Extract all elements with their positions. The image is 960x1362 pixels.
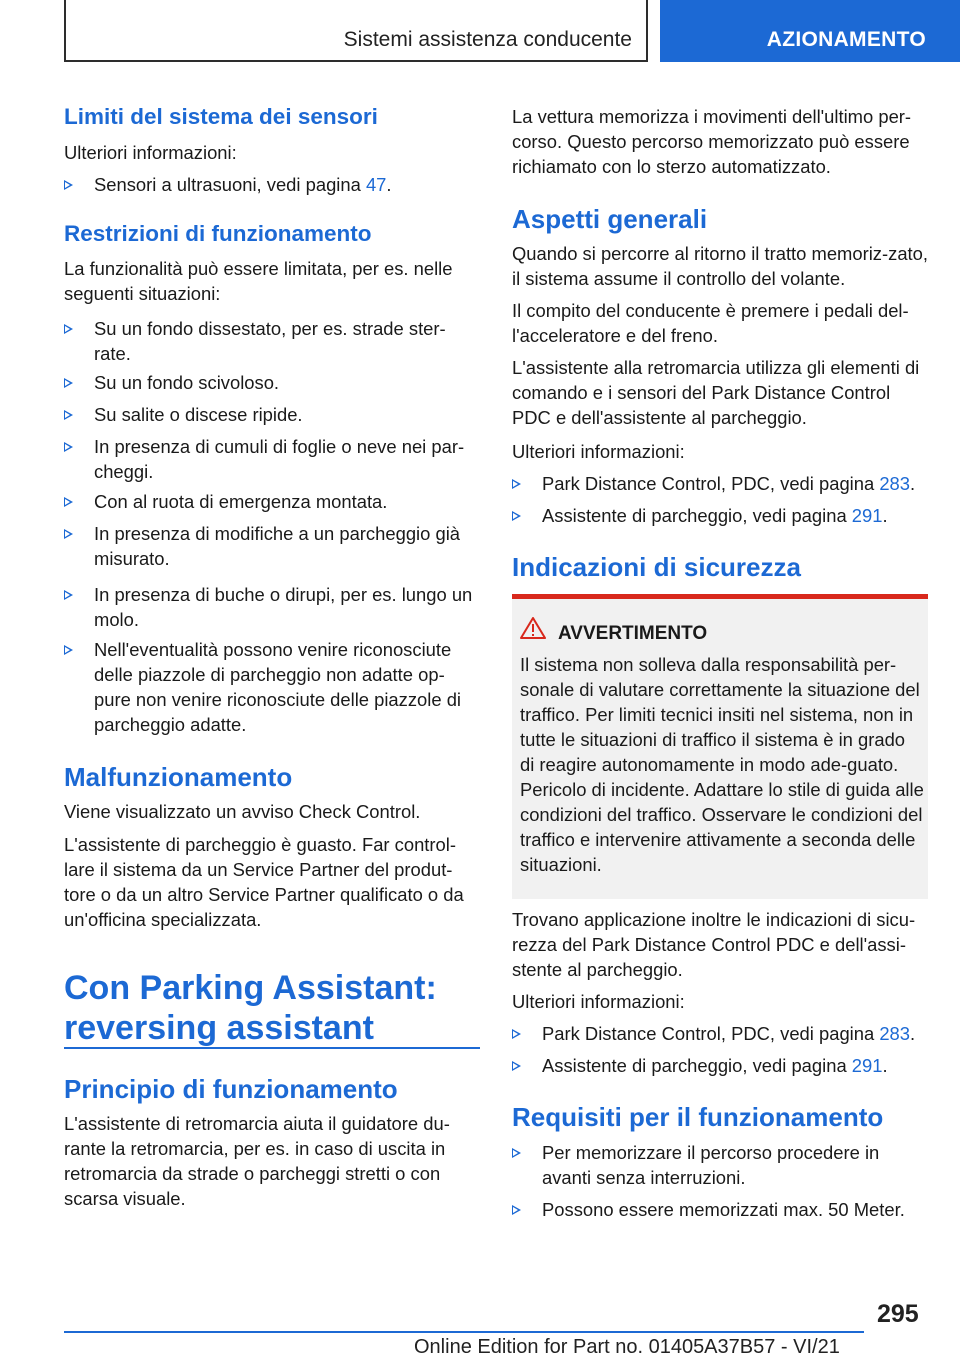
page-number: 295 <box>877 1300 919 1328</box>
list-item: Possono essere memorizzati max. 50 Meter. <box>512 1197 928 1222</box>
general-text-3: L'assistente alla retromarcia utilizza gli elementi di comando e i sensori del Park Distance Control PDC e dell'assistente al parcheggio. <box>512 357 920 428</box>
heading-principle: Principio di funzionamento <box>64 1074 398 1104</box>
malfunction-text-1: Viene visualizzato un avviso Check Control. <box>64 801 421 822</box>
bullet-triangle-icon <box>64 497 73 507</box>
chapter-tab[interactable] <box>660 0 960 62</box>
malfunction-text-2: L'assistente di parcheggio è guasto. Far control-lare il sistema da un Service Partner del produt-tore o da un altro Service Partner qualificato o da un'officina specializzata. <box>64 834 464 930</box>
bullet-triangle-icon <box>64 378 73 388</box>
chapter-title-line-1: Con Parking Assistant: <box>64 969 437 1007</box>
bullet-triangle-icon <box>512 1148 521 1158</box>
bullet-triangle-icon <box>512 511 521 521</box>
bullet-triangle-icon <box>64 442 73 452</box>
footer-divider <box>64 1331 864 1333</box>
list-item: Assistente di parcheggio, vedi pagina 291. <box>512 1053 928 1078</box>
list-item: In presenza di cumuli di foglie o neve nei par-cheggi. <box>64 434 480 484</box>
bullet-triangle-icon <box>64 529 73 539</box>
warning-triangle-icon <box>520 616 546 640</box>
chapter-title <box>64 968 480 1048</box>
bullet-triangle-icon <box>64 645 73 655</box>
bullet-triangle-icon <box>512 1061 521 1071</box>
list-item: Assistente di parcheggio, vedi pagina 291. <box>512 503 928 528</box>
page-link[interactable]: 47 <box>365 174 387 195</box>
list-item: In presenza di modifiche a un parcheggio già misurato. <box>64 521 480 571</box>
bullet-triangle-icon <box>64 180 73 190</box>
chapter-title-line-2: reversing assistant <box>64 1009 374 1047</box>
safety-more-info: Ulteriori informazioni: <box>512 991 685 1012</box>
warning-title: AVVERTIMENTO <box>558 623 708 644</box>
bullet-triangle-icon <box>64 324 73 334</box>
list-item: Nell'eventualità possono venire riconosciute delle piazzole di parcheggio non adatte op-pure non venire riconosciute delle piazzole di parcheggio adatte. <box>64 637 480 737</box>
list-item-text: Sensori a ultrasuoni, vedi pagina <box>94 174 366 195</box>
warning-box <box>512 594 928 899</box>
warning-text: Il sistema non solleva dalla responsabilità per-sonale di valutare correttamente la situazione del traffico. Per limiti tecnici insiti nel sistema, non in tutte le situazioni di traffico il sistema è in grado di reagire autonomamente in modo ade-guato. Pericolo di incidente. Adattare lo stile di guida alle condizioni del traffico. Osservare le condizioni del traffico e intervenire attivamente a seconda delle situazioni. <box>520 654 924 875</box>
heading-safety: Indicazioni di sicurezza <box>512 552 801 582</box>
page-link[interactable]: 291 <box>851 505 883 526</box>
bullet-triangle-icon <box>512 1205 521 1215</box>
heading-requirements: Requisiti per il funzionamento <box>512 1102 884 1132</box>
section-title: Sistemi assistenza conducente <box>343 28 632 51</box>
sensor-limits-more-info: Ulteriori informazioni: <box>64 142 237 163</box>
list-item: Park Distance Control, PDC, vedi pagina 283. <box>512 471 928 496</box>
list-item: Su un fondo dissestato, per es. strade ster-rate. <box>64 316 480 366</box>
list-item: Sensori a ultrasuoni, vedi pagina 47. <box>64 172 480 197</box>
safety-text: Trovano applicazione inoltre le indicazioni di sicu-rezza del Park Distance Control PDC e dell'assi-stente al parcheggio. <box>512 909 916 980</box>
heading-sensor-limits: Limiti del sistema dei sensori <box>64 104 378 129</box>
bullet-triangle-icon <box>512 479 521 489</box>
edition-footer: Online Edition for Part no. 01405A37B57 - VI/21 <box>414 1336 840 1358</box>
bullet-triangle-icon <box>512 1029 521 1039</box>
list-item: In presenza di buche o dirupi, per es. lungo un molo. <box>64 582 480 632</box>
list-item: Su un fondo scivoloso. <box>64 370 480 395</box>
list-item: Per memorizzare il percorso procedere in avanti senza interruzioni. <box>512 1140 928 1190</box>
heading-malfunction: Malfunzionamento <box>64 762 293 792</box>
header-section-box <box>64 0 648 62</box>
general-text-1: Quando si percorre al ritorno il tratto memoriz-zato, il sistema assume il controllo del volante. <box>512 243 928 289</box>
bullet-triangle-icon <box>64 590 73 600</box>
principle-text: L'assistente di retromarcia aiuta il guidatore du-rante la retromarcia, per es. in caso di uscita in retromarcia da strade o parcheggi stretti o con scarsa visuale. <box>64 1113 450 1209</box>
list-item: Su salite o discese ripide. <box>64 402 480 427</box>
page-link[interactable]: 291 <box>851 1055 883 1076</box>
restrictions-intro: La funzionalità può essere limitata, per es. nelle seguenti situazioni: <box>64 258 453 304</box>
general-more-info: Ulteriori informazioni: <box>512 441 685 462</box>
chapter-tab-label: AZIONAMENTO <box>766 28 926 51</box>
heading-restrictions: Restrizioni di funzionamento <box>64 221 372 246</box>
chapter-divider <box>64 1047 480 1049</box>
list-item: Con al ruota di emergenza montata. <box>64 489 480 514</box>
heading-general: Aspetti generali <box>512 204 708 234</box>
warning-bar <box>512 594 928 599</box>
bullet-triangle-icon <box>64 410 73 420</box>
list-item: Park Distance Control, PDC, vedi pagina 283. <box>512 1021 928 1046</box>
page-link[interactable]: 283 <box>879 1023 911 1044</box>
intro-text: La vettura memorizza i movimenti dell'ultimo per-corso. Questo percorso memorizzato può essere richiamato con lo sterzo automatizzato. <box>512 106 912 177</box>
page-link[interactable]: 283 <box>879 473 911 494</box>
general-text-2: Il compito del conducente è premere i pedali del-l'acceleratore e del freno. <box>512 300 909 346</box>
